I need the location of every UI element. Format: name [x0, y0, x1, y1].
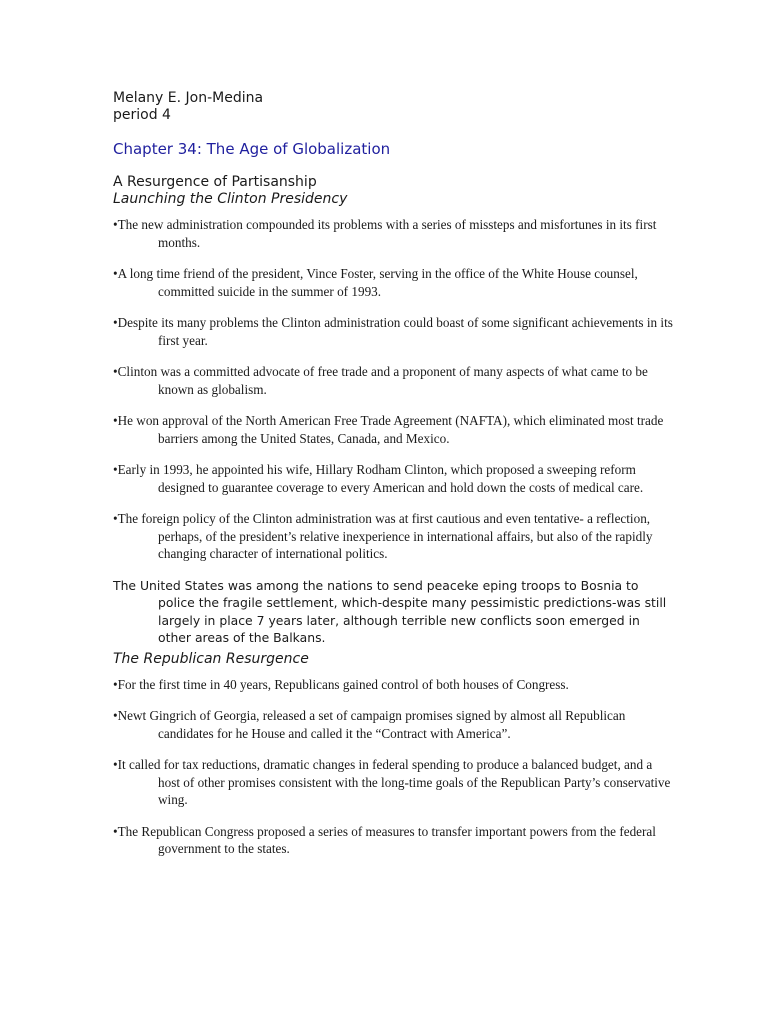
class-period: period 4	[113, 107, 171, 123]
bullet-paragraph: •Early in 1993, he appointed his wife, Hillary Rodham Clinton, which proposed a sweeping reform designed to guarantee coverage to every American and hold down the costs of medical care.	[113, 462, 644, 495]
bullet-paragraph: •The foreign policy of the Clinton administration was at first cautious and even tentative- a reflection, perhaps, of the president’s relative inexperience in international affairs, but also of the rapidly changing character of international politics.	[113, 511, 653, 561]
bullet-paragraph: •Despite its many problems the Clinton administration could boast of some significant achievements in its first year.	[113, 315, 673, 348]
bullet-paragraph: •The new administration compounded its problems with a series of missteps and misfortunes in its first months.	[113, 217, 657, 250]
chapter-title: Chapter 34: The Age of Globalization	[113, 140, 391, 158]
bullet-paragraph: •He won approval of the North American Free Trade Agreement (NAFTA), which eliminated most trade barriers among the United States, Canada, and Mexico.	[113, 413, 664, 446]
bullet-paragraph: •Newt Gingrich of Georgia, released a set of campaign promises signed by almost all Republican candidates for he House and called it the “Contract with America”.	[113, 708, 626, 741]
subsection-title-republican: The Republican Resurgence	[113, 650, 309, 667]
section-title: A Resurgence of Partisanship	[113, 174, 317, 190]
plain-paragraph: The United States was among the nations to send peaceke eping troops to Bosnia to police the fragile settlement, which-despite many pessimistic predictions-was still largely in place 7 years later, although terrible new conflicts soon emerged in other areas of the Balkans.	[113, 577, 667, 645]
subsection-title-clinton: Launching the Clinton Presidency	[113, 191, 348, 207]
bullet-paragraph: •For the first time in 40 years, Republicans gained control of both houses of Congress.	[113, 676, 569, 692]
document-page	[113, 90, 673, 872]
bullet-paragraph: •The Republican Congress proposed a series of measures to transfer important powers from the federal government to the states.	[113, 823, 656, 856]
author-name: Melany E. Jon-Medina	[113, 90, 264, 106]
bullet-paragraph: •It called for tax reductions, dramatic changes in federal spending to produce a balanced budget, and a host of other promises consistent with the long-time goals of the Republican Party’s conservative wing.	[113, 757, 671, 807]
bullet-paragraph: •Clinton was a committed advocate of free trade and a proponent of many aspects of what came to be known as globalism.	[113, 364, 648, 397]
bullet-paragraph: •A long time friend of the president, Vince Foster, serving in the office of the White House counsel, committed suicide in the summer of 1993.	[113, 266, 638, 299]
